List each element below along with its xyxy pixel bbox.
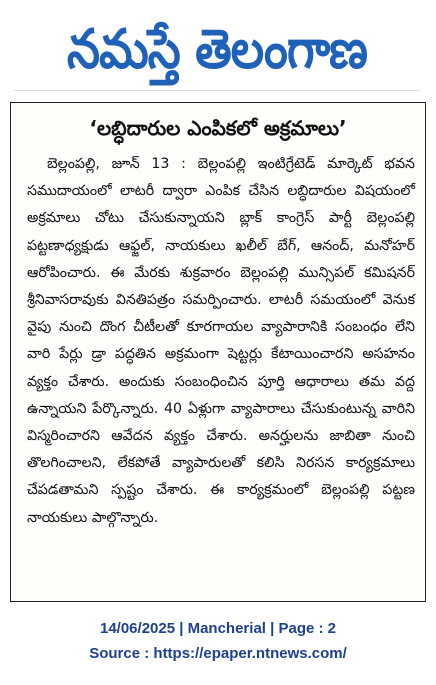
- newspaper-logo: నమస్తే తెలంగాణ: [67, 17, 367, 81]
- masthead: [14, 8, 420, 91]
- source-link[interactable]: Source : https://epaper.ntnews.com/: [89, 645, 347, 662]
- article-body: బెల్లంపల్లి, జూన్ 13 : బెల్లంపల్లి ఇంటిగ్రేటెడ్ మార్కెట్ భవన సముదాయంలో లాటరీ ద్వారా ఎంపిక చేసిన లబ్ధిదారుల విషయంలో అక్రమాలు చోటు చేసుకున్నాయని బ్లాక్ కాంగ్రెస్ పార్టీ బెల్లంపల్లి పట్టణాధ్యక్షుడు ఆఫ్జల్, నాయకులు ఖలీల్ బేగ్, ఆనంద్, మనోహర్ ఆరోపించారు. ఈ మేరకు శుక్రవారం బెల్లంపల్లి మున్సిపల్ కమిషనర్ శ్రీనివాసరావుకు వినతిపత్రం సమర్పించారు. లాటరీ సమయంలో వెనుక వైపు నుంచి దొంగ చీటీలతో కూరగాయల వ్యాపారానికి సంబంధం లేని వారి పేర్లు డ్రా పద్ధతిన అక్రమంగా షెట్టర్లు కేటాయించారని అసహనం వ్యక్తం చేశారు. అందుకు సంబంధించిన పూర్తి ఆధారాలు తమ వద్ద ఉన్నాయని పేర్కొన్నారు. 40 ఏళ్లుగా వ్యాపారాలు చేసుకుంటున్న వారిని విస్మరించారని ఆవేదన వ్యక్తం చేశారు. అనర్హులను జాబితా నుంచి తొలగించాలని, లేకపోతే వ్యాపారులతో కలిసి నిరసన కార్యక్రమాలు చేపడతామని స్పష్టం చేశారు. ఈ కార్యక్రమంలో బెల్లంపల్లి పట్టణ నాయకులు పాల్గొన్నారు.: [27, 156, 415, 526]
- edition-info: 14/06/2025 | Mancherial | Page : 2: [99, 620, 337, 637]
- article-clipping: [10, 102, 426, 602]
- article-headline: ‘లబ్ధిదారుల ఎంపికలో అక్రమాలు’: [89, 116, 347, 140]
